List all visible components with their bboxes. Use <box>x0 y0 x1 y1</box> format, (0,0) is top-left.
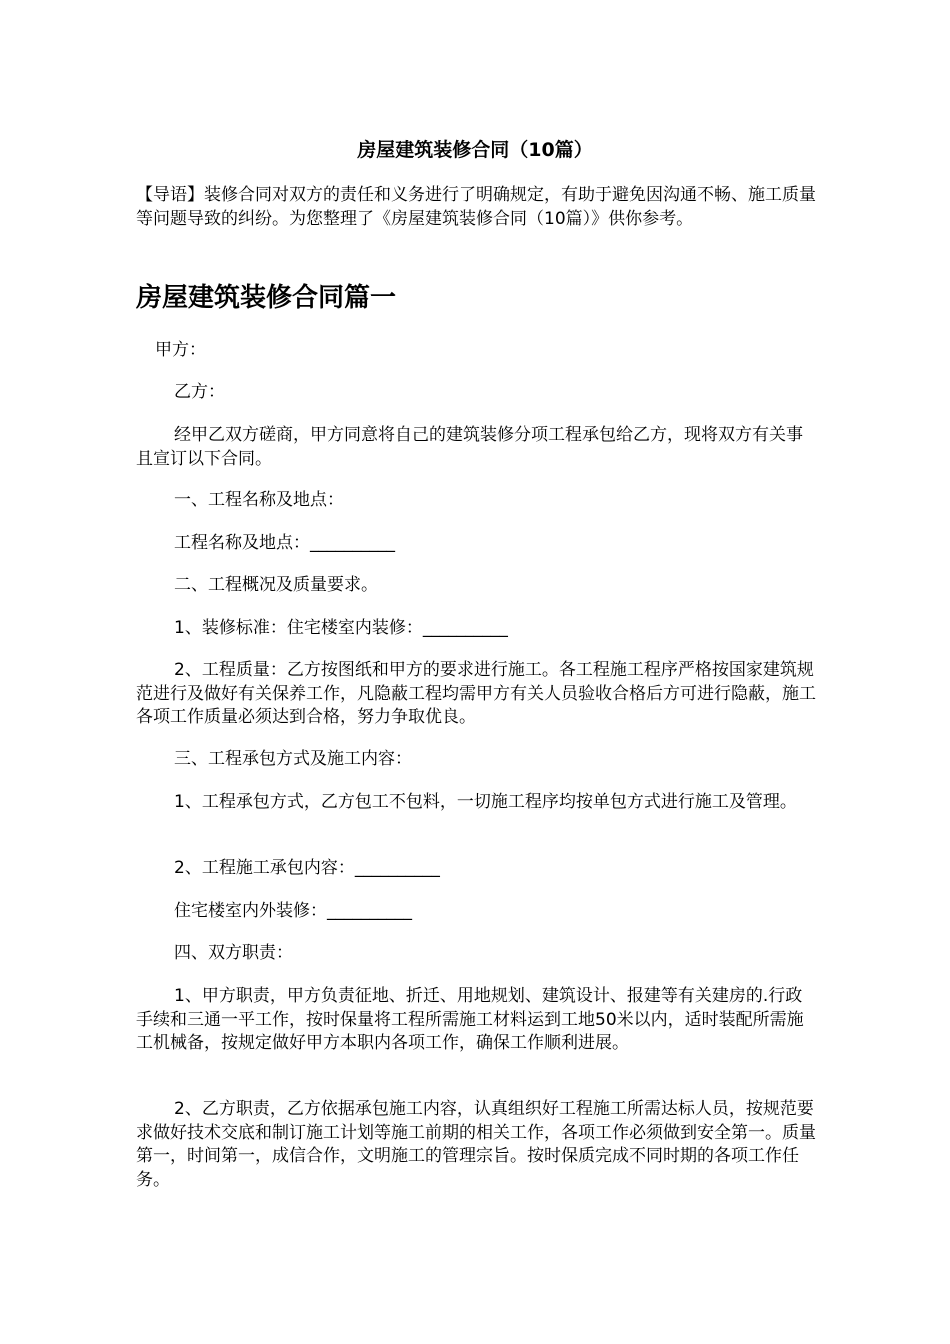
paragraph: 1、甲方职责，甲方负责征地、折迁、用地规划、建筑设计、报建等有关建房的.行政手续和三通一平工作，按时保量将工程所需施工材料运到工地50米以内，适时装配所需施工机械备，按规定做好甲方本职内各项工作，确保工作顺利进展。 <box>136 986 804 1053</box>
document-title: 房屋建筑装修合同（10篇） <box>357 139 593 161</box>
paragraph: 住宅楼室内外装修：__________ <box>174 901 412 921</box>
paragraph: 1、工程承包方式，乙方包工不包料，一切施工程序均按单包方式进行施工及管理。 <box>174 792 797 812</box>
section-heading: 房屋建筑装修合同篇一 <box>136 283 397 313</box>
paragraph: 工程名称及地点：__________ <box>174 533 395 553</box>
clause-heading: 四、双方职责： <box>174 943 293 963</box>
clause-heading: 三、工程承包方式及施工内容： <box>174 749 412 769</box>
intro-paragraph: 【导语】装修合同对双方的责任和义务进行了明确规定，有助于避免因沟通不畅、施工质量等问题导致的纠纷。为您整理了《房屋建筑装修合同（10篇）》供你参考。 <box>136 185 816 229</box>
party-b-line: 乙方： <box>174 382 225 402</box>
paragraph: 经甲乙双方磋商，甲方同意将自己的建筑装修分项工程承包给乙方，现将双方有关事且宣订以下合同。 <box>136 425 803 469</box>
paragraph: 1、装修标准：住宅楼室内装修：__________ <box>174 618 508 638</box>
clause-heading: 二、工程概况及质量要求。 <box>174 575 378 595</box>
paragraph: 2、工程施工承包内容：__________ <box>174 858 440 878</box>
paragraph: 2、工程质量：乙方按图纸和甲方的要求进行施工。各工程施工程序严格按国家建筑规范进行及做好有关保养工作，凡隐蔽工程均需甲方有关人员验收合格后方可进行隐蔽，施工各项工作质量必须达到合格，努力争取优良。 <box>136 660 816 727</box>
clause-heading: 一、工程名称及地点： <box>174 490 344 510</box>
paragraph: 2、乙方职责，乙方依据承包施工内容，认真组织好工程施工所需达标人员，按规范要求做好技术交底和制订施工计划等施工前期的相关工作，各项工作必须做到安全第一。质量第一，时间第一，成信合作，文明施工的管理宗旨。按时保质完成不同时期的各项工作任务。 <box>136 1099 816 1190</box>
party-a-line: 甲方： <box>155 340 206 360</box>
